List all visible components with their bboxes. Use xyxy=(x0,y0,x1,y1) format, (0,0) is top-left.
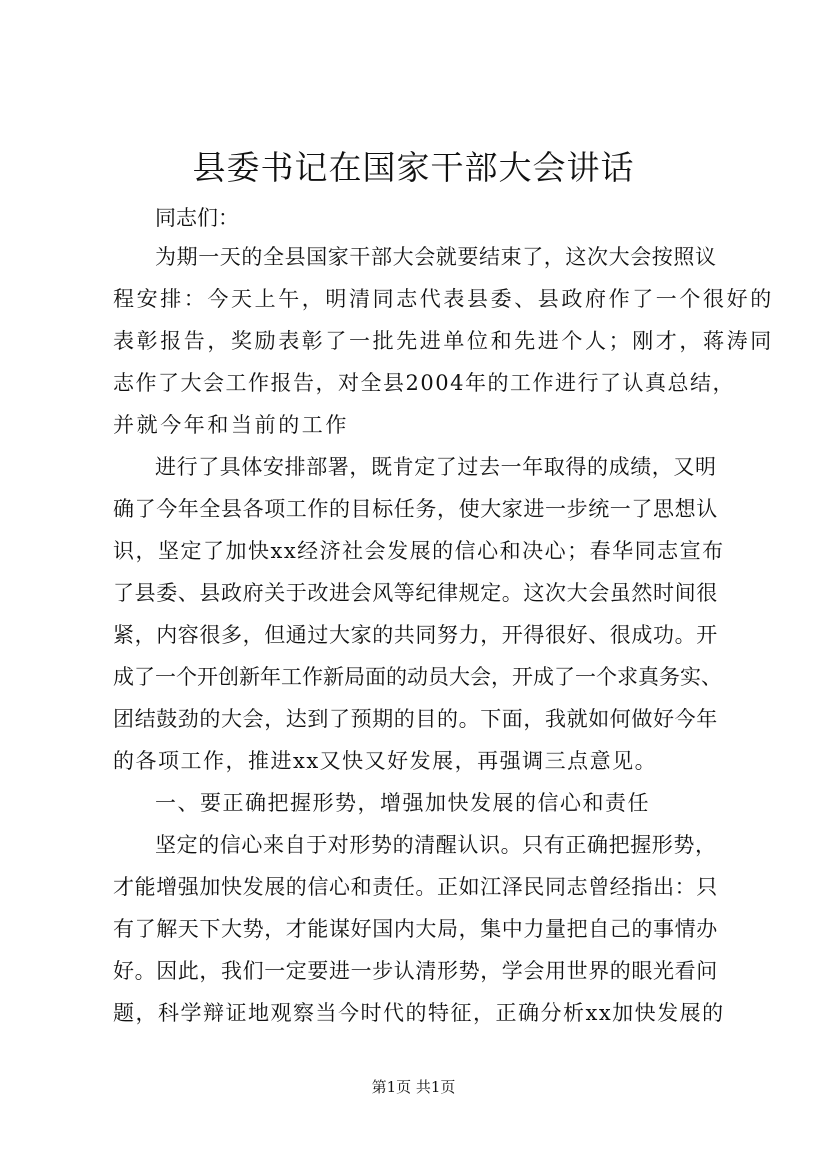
body-line: 并就今年和当前的工作 xyxy=(113,413,349,437)
body-line: 确了今年全县各项工作的目标任务，使大家进一步统一了思想认 xyxy=(113,497,718,521)
body-line: 有了解天下大势，才能谋好国内大局，集中力量把自己的事情办 xyxy=(113,917,718,941)
body-line: 的各项工作，推进xx又快又好发展，再强调三点意见。 xyxy=(113,749,658,773)
document-title: 县委书记在国家干部大会讲话 xyxy=(192,148,635,187)
body-line: 团结鼓劲的大会，达到了预期的目的。下面，我就如何做好今年 xyxy=(113,707,718,731)
body-line: 好。因此，我们一定要进一步认清形势，学会用世界的眼光看问 xyxy=(113,959,718,983)
body-line: 程安排：今天上午，明清同志代表县委、县政府作了一个很好的 xyxy=(113,287,774,311)
body-line: 了县委、县政府关于改进会风等纪律规定。这次大会虽然时间很 xyxy=(113,581,718,605)
body-line: 表彰报告，奖励表彰了一批先进单位和先进个人；刚才，蒋涛同 xyxy=(113,329,774,353)
body-line: 紧，内容很多，但通过大家的共同努力，开得很好、很成功。开 xyxy=(113,623,718,647)
body-line: 才能增强加快发展的信心和责任。正如江泽民同志曾经指出：只 xyxy=(113,875,718,899)
page-number-footer: 第1页 共1页 xyxy=(371,1078,456,1096)
body-line: 成了一个开创新年工作新局面的动员大会，开成了一个求真务实、 xyxy=(113,665,722,689)
body-line: 进行了具体安排部署，既肯定了过去一年取得的成绩，又明 xyxy=(155,455,717,479)
salutation-line: 同志们： xyxy=(155,206,239,230)
body-line: 题，科学辩证地观察当今时代的特征，正确分析xx加快发展的 xyxy=(113,1001,725,1025)
body-line: 志作了大会工作报告，对全县2004年的工作进行了认真总结， xyxy=(113,371,735,395)
section-heading: 一、要正确把握形势，增强加快发展的信心和责任 xyxy=(155,791,650,815)
body-line: 坚定的信心来自于对形势的清醒认识。只有正确把握形势， xyxy=(155,833,717,857)
body-line: 为期一天的全县国家干部大会就要结束了，这次大会按照议 xyxy=(155,245,717,269)
body-line: 识，坚定了加快xx经济社会发展的信心和决心；春华同志宣布 xyxy=(113,539,725,563)
